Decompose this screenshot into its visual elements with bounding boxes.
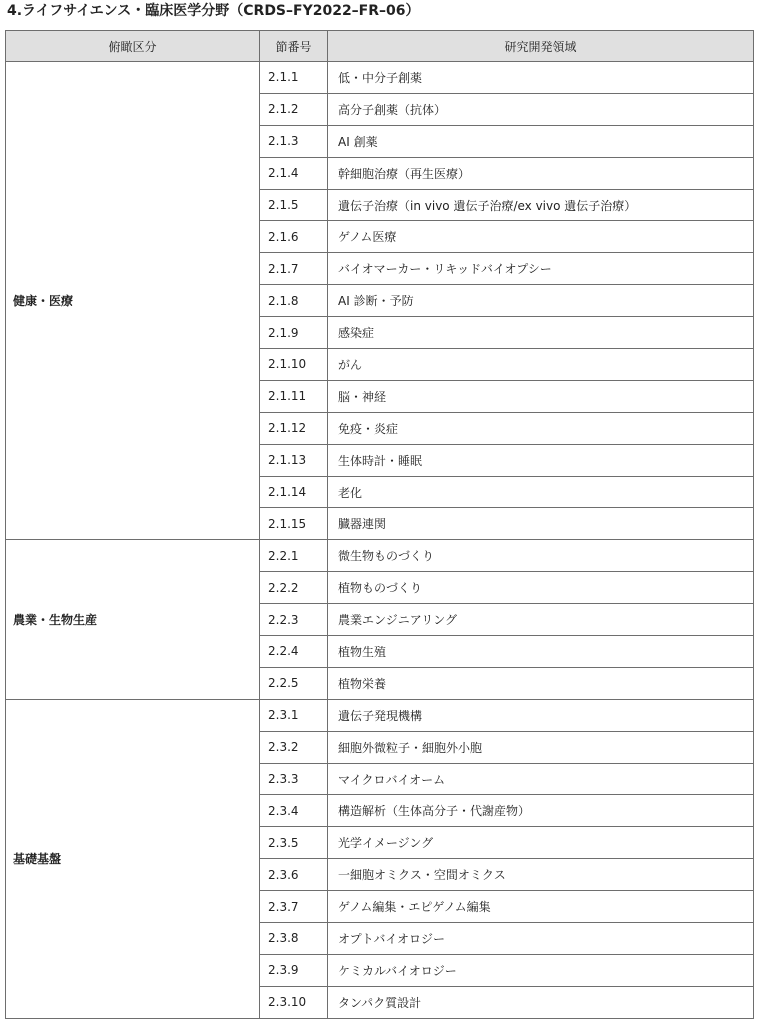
section-number-cell: 2.1.15: [260, 508, 328, 540]
research-area-cell: AI 創薬: [328, 125, 754, 157]
section-number-cell: 2.2.1: [260, 540, 328, 572]
section-number-cell: 2.2.4: [260, 636, 328, 668]
research-area-cell: 感染症: [328, 317, 754, 349]
research-area-cell: 光学イメージング: [328, 827, 754, 859]
section-number-cell: 2.3.3: [260, 763, 328, 795]
section-number-cell: 2.1.9: [260, 317, 328, 349]
section-number-cell: 2.3.2: [260, 731, 328, 763]
section-number-cell: 2.1.2: [260, 93, 328, 125]
header-section-number: 節番号: [260, 31, 328, 62]
table-row: [6, 540, 754, 572]
table-body: [6, 62, 754, 1019]
research-area-cell: 臓器連関: [328, 508, 754, 540]
research-area-cell: 脳・神経: [328, 380, 754, 412]
research-area-cell: 遺伝子発現機構: [328, 699, 754, 731]
header-category: 俯瞰区分: [6, 31, 260, 62]
research-area-cell: 老化: [328, 476, 754, 508]
section-number-cell: 2.3.10: [260, 986, 328, 1018]
category-cell: 基礎基盤: [6, 699, 260, 1018]
section-number-cell: 2.1.7: [260, 253, 328, 285]
table-row: [6, 699, 754, 731]
research-area-cell: 低・中分子創薬: [328, 62, 754, 94]
research-area-cell: 構造解析（生体高分子・代謝産物）: [328, 795, 754, 827]
research-area-cell: ゲノム医療: [328, 221, 754, 253]
category-cell: 農業・生物生産: [6, 540, 260, 699]
section-number-cell: 2.3.1: [260, 699, 328, 731]
section-number-cell: 2.2.3: [260, 604, 328, 636]
table-header-row: [6, 31, 754, 62]
section-number-cell: 2.1.4: [260, 157, 328, 189]
section-number-cell: 2.1.11: [260, 380, 328, 412]
section-number-cell: 2.2.2: [260, 572, 328, 604]
section-number-cell: 2.3.5: [260, 827, 328, 859]
header-research-area: 研究開発領域: [328, 31, 754, 62]
section-number-cell: 2.2.5: [260, 667, 328, 699]
research-area-cell: マイクロバイオーム: [328, 763, 754, 795]
research-areas-table: [5, 30, 754, 1019]
research-area-cell: オプトバイオロジー: [328, 923, 754, 955]
research-area-cell: 植物生殖: [328, 636, 754, 668]
research-area-cell: 微生物ものづくり: [328, 540, 754, 572]
section-number-cell: 2.3.7: [260, 891, 328, 923]
section-number-cell: 2.3.4: [260, 795, 328, 827]
research-area-cell: ゲノム編集・エピゲノム編集: [328, 891, 754, 923]
section-number-cell: 2.1.8: [260, 285, 328, 317]
research-area-cell: 一細胞オミクス・空間オミクス: [328, 859, 754, 891]
table-row: [6, 62, 754, 94]
section-number-cell: 2.1.1: [260, 62, 328, 94]
section-number-cell: 2.1.13: [260, 444, 328, 476]
section-number-cell: 2.1.6: [260, 221, 328, 253]
section-number-cell: 2.1.12: [260, 412, 328, 444]
section-number-cell: 2.1.14: [260, 476, 328, 508]
page-title: 4.ライフサイエンス・臨床医学分野（CRDS–FY2022–FR–06）: [7, 3, 420, 19]
research-area-cell: 農業エンジニアリング: [328, 604, 754, 636]
section-number-cell: 2.1.5: [260, 189, 328, 221]
section-number-cell: 2.3.8: [260, 923, 328, 955]
section-number-cell: 2.1.10: [260, 349, 328, 381]
research-area-cell: がん: [328, 349, 754, 381]
research-area-cell: 植物栄養: [328, 667, 754, 699]
section-number-cell: 2.1.3: [260, 125, 328, 157]
research-area-cell: タンパク質設計: [328, 986, 754, 1018]
research-area-cell: 免疫・炎症: [328, 412, 754, 444]
research-area-cell: 細胞外微粒子・細胞外小胞: [328, 731, 754, 763]
research-area-cell: 遺伝子治療（in vivo 遺伝子治療/ex vivo 遺伝子治療）: [328, 189, 754, 221]
section-number-cell: 2.3.9: [260, 954, 328, 986]
research-area-cell: 幹細胞治療（再生医療）: [328, 157, 754, 189]
section-number-cell: 2.3.6: [260, 859, 328, 891]
research-area-cell: AI 診断・予防: [328, 285, 754, 317]
research-area-cell: ケミカルバイオロジー: [328, 954, 754, 986]
research-area-cell: バイオマーカー・リキッドバイオプシー: [328, 253, 754, 285]
category-cell: 健康・医療: [6, 62, 260, 540]
research-area-cell: 植物ものづくり: [328, 572, 754, 604]
research-area-cell: 高分子創薬（抗体）: [328, 93, 754, 125]
research-area-cell: 生体時計・睡眠: [328, 444, 754, 476]
